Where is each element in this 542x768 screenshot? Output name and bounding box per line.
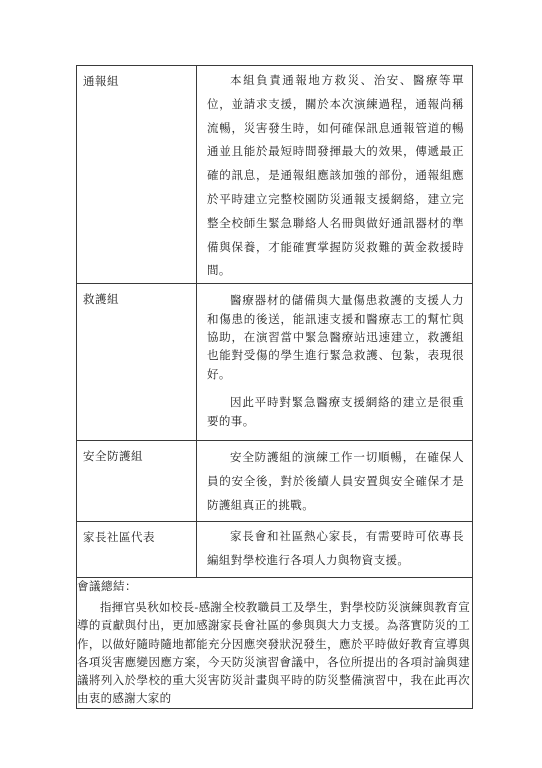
table-row-rescue-group: [77, 284, 473, 441]
table-row-notification-group: [77, 66, 473, 284]
group-label: 救護組: [83, 292, 119, 307]
group-label: 家長社區代表: [83, 530, 155, 545]
table-row-meeting-summary: [77, 578, 473, 709]
table-row-security-group: [77, 441, 473, 522]
group-label-cell: [77, 284, 197, 441]
group-label-cell: [77, 66, 197, 284]
drill-review-table: [76, 65, 473, 709]
group-description-cell: [197, 66, 473, 284]
group-description-cell: [197, 522, 473, 578]
group-label: 安全防護組: [83, 449, 143, 464]
meeting-summary-body: 指揮官吳秋如校長-感謝全校教職員工及學生，對學校防災演練與教育宣導的貢獻與付出，更加感謝家長會社區的參與與大力支援。為落實防災的工作，以做好隨時隨地都能充分因應突發狀況發生，應於平時做好教育宣導與各項災害應變因應方案，今天防災演習會議中，各位所提出的各項討論與建議將列入於學校的重大災害防災計畫與平時的防災整備演習中，我在此再次由衷的感謝大家的: [77, 600, 470, 706]
meeting-summary-cell: [77, 578, 473, 709]
group-description-paragraph: 本組負責通報地方救災、治安、醫療等單位，並請求支援，關於本次演練過程，通報尚稱流暢，災害發生時，如何確保訊息通報管道的暢通並且能於最短時間發揮最大的效果，傳遞最正確的訊息，是通報組應該加強的部份，通報組應於平時建立完整校園防災通報支援網絡，建立完整全校師生緊急聯絡人名冊與做好通訊器材的準備與保養，才能確實掌握防災救難的黃金救援時間。: [207, 73, 464, 278]
group-description-paragraph: 醫療器材的儲備與大量傷患救護的支援人力和傷患的後送，能訊速支援和醫療志工的幫忙與協助，在演習當中緊急醫療站迅速建立，救護組也能對受傷的學生進行緊急救護、包紮，表現很好。: [207, 293, 464, 381]
group-description-paragraph: 安全防護組的演練工作一切順暢，在確保人員的安全後，對於後續人員安置與安全確保才是防護組真正的挑戰。: [207, 450, 464, 512]
group-label-cell: [77, 441, 197, 522]
group-label: 通報組: [83, 74, 119, 88]
meeting-summary-heading: 會議總結：: [77, 579, 137, 593]
group-description-paragraph: 因此平時對緊急醫療支援網絡的建立是很重要的事。: [207, 395, 464, 428]
table-row-parent-community-rep: [77, 522, 473, 578]
group-label-cell: [77, 522, 197, 578]
group-description-cell: [197, 441, 473, 522]
group-description-paragraph: 家長會和社區熱心家長，有需要時可依專長編組對學校進行各項人力與物資支援。: [207, 529, 464, 568]
group-description-cell: [197, 284, 473, 441]
